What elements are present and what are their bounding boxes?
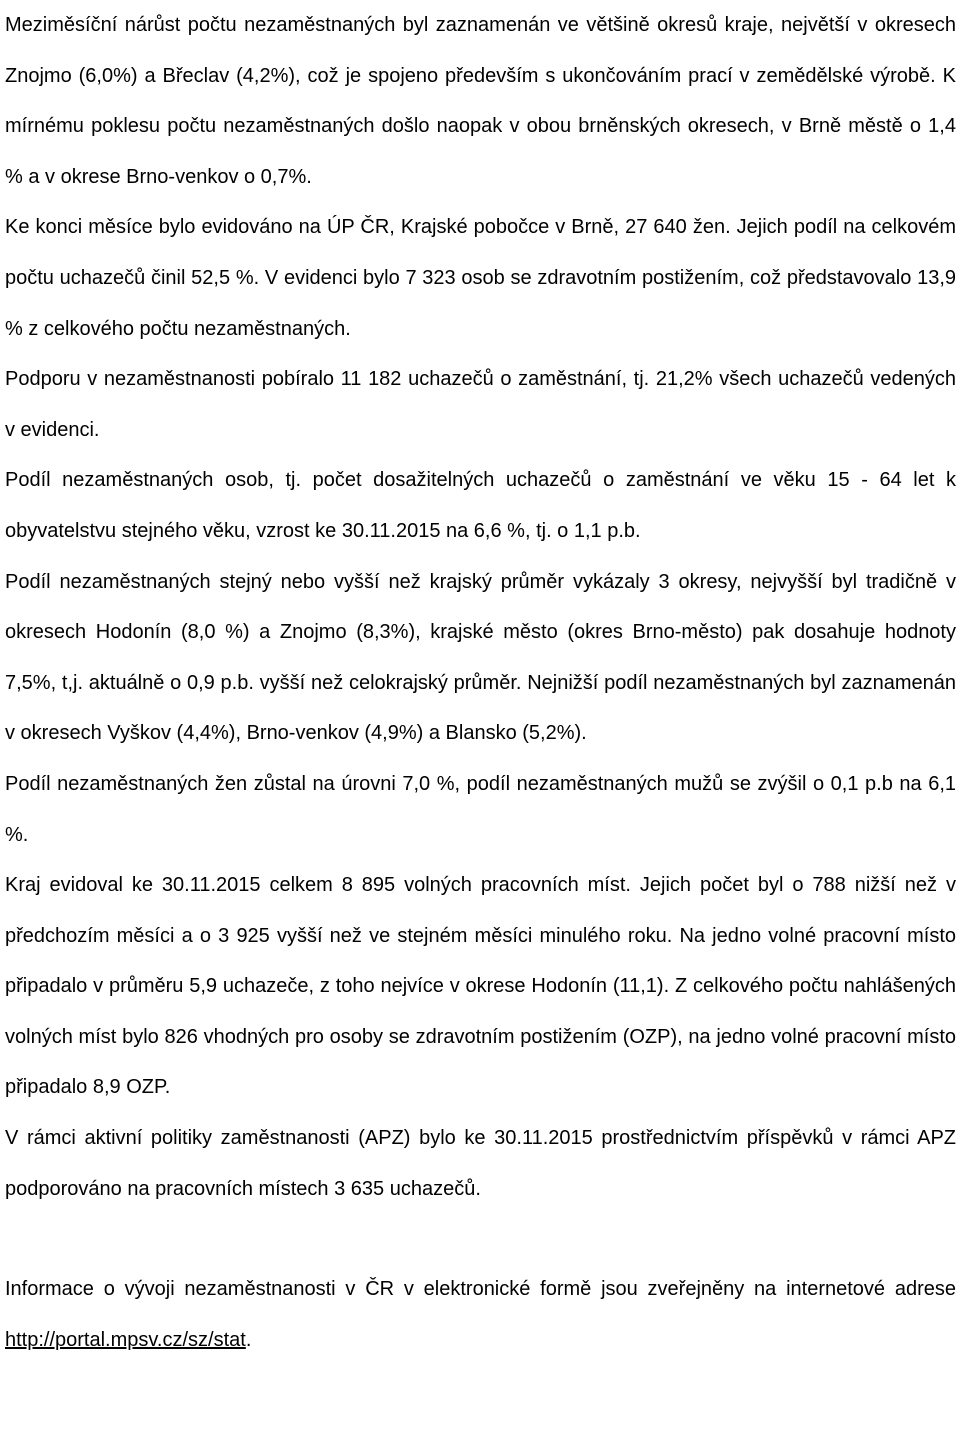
paragraph-gender-share: Podíl nezaměstnaných žen zůstal na úrovni 7,0 %, podíl nezaměstnaných mužů se zvýšil o 0,1 p.b na 6,1 %.: [5, 772, 956, 846]
footer-end: .: [245, 1328, 252, 1351]
footer-text: Informace o vývoji nezaměstnanosti v ČR v elektronické formě jsou zveřejněny na internetové adrese: [5, 1278, 956, 1301]
paragraph-women-count: Ke konci měsíce bylo evidováno na ÚP ČR, Krajské pobočce v Brně, 27 640 žen. Jejich podíl na celkovém počtu uchazečů činil 52,5 %. V evidenci bylo 7 323 osob se zdravotním postižením, což představovalo 13,9 % z celkového počtu nezaměstnaných.: [5, 216, 956, 340]
paragraph-monthly-increase: Meziměsíční nárůst počtu nezaměstnaných byl zaznamenán ve většině okresů kraje, největší v okresech Znojmo (6,0%) a Břeclav (4,2%), což je spojeno především s ukončováním prací v zemědělské výrobě. K mírnému poklesu počtu nezaměstnaných došlo naopak v obou brněnských okresech, v Brně městě o 1,4 % a v okrese Brno-venkov o 0,7%.: [5, 14, 956, 188]
paragraph-district-comparison: Podíl nezaměstnaných stejný nebo vyšší než krajský průměr vykázaly 3 okresy, nejvyšší byl tradičně v okresech Hodonín (8,0 %) a Znojmo (8,3%), krajské město (okres Brno-město) pak dosahuje hodnoty 7,5%, t,j. aktuálně o 0,9 p.b. vyšší než celokrajský průměr. Nejnižší podíl nezaměstnaných byl zaznamenán v okresech Vyškov (4,4%), Brno-venkov (4,9%) a Blansko (5,2%).: [5, 570, 956, 745]
paragraph-vacancies: Kraj evidoval ke 30.11.2015 celkem 8 895 volných pracovních míst. Jejich počet byl o 788 nižší než v předchozím měsíci a o 3 925 vyšší než ve stejném měsíci minulého roku. Na jedno volné pracovní místo připadalo v průměru 5,9 uchazeče, z toho nejvíce v okrese Hodonín (11,1). Z celkového počtu nahlášených volných míst bylo 826 vhodných pro osoby se zdravotním postižením (OZP), na jedno volné pracovní místo připadalo 8,9 OZP.: [5, 874, 956, 1099]
statistics-link[interactable]: http://portal.mpsv.cz/sz/stat: [5, 1328, 246, 1351]
paragraph-unemployment-share: Podíl nezaměstnaných osob, tj. počet dosažitelných uchazečů o zaměstnání ve věku 15 - 64 let k obyvatelstvu stejného věku, vzrost ke 30.11.2015 na 6,6 %, tj. o 1,1 p.b.: [5, 469, 956, 542]
paragraph-unemployment-support: Podporu v nezaměstnanosti pobíralo 11 182 uchazečů o zaměstnání, tj. 21,2% všech uchazečů vedených v evidenci.: [5, 368, 956, 441]
paragraph-active-policy: V rámci aktivní politiky zaměstnanosti (APZ) bylo ke 30.11.2015 prostřednictvím příspěvků v rámci APZ podporováno na pracovních místech 3 635 uchazečů.: [5, 1127, 956, 1200]
paragraph-footer-info: [5, 1264, 956, 1365]
document-body: [5, 0, 956, 1365]
